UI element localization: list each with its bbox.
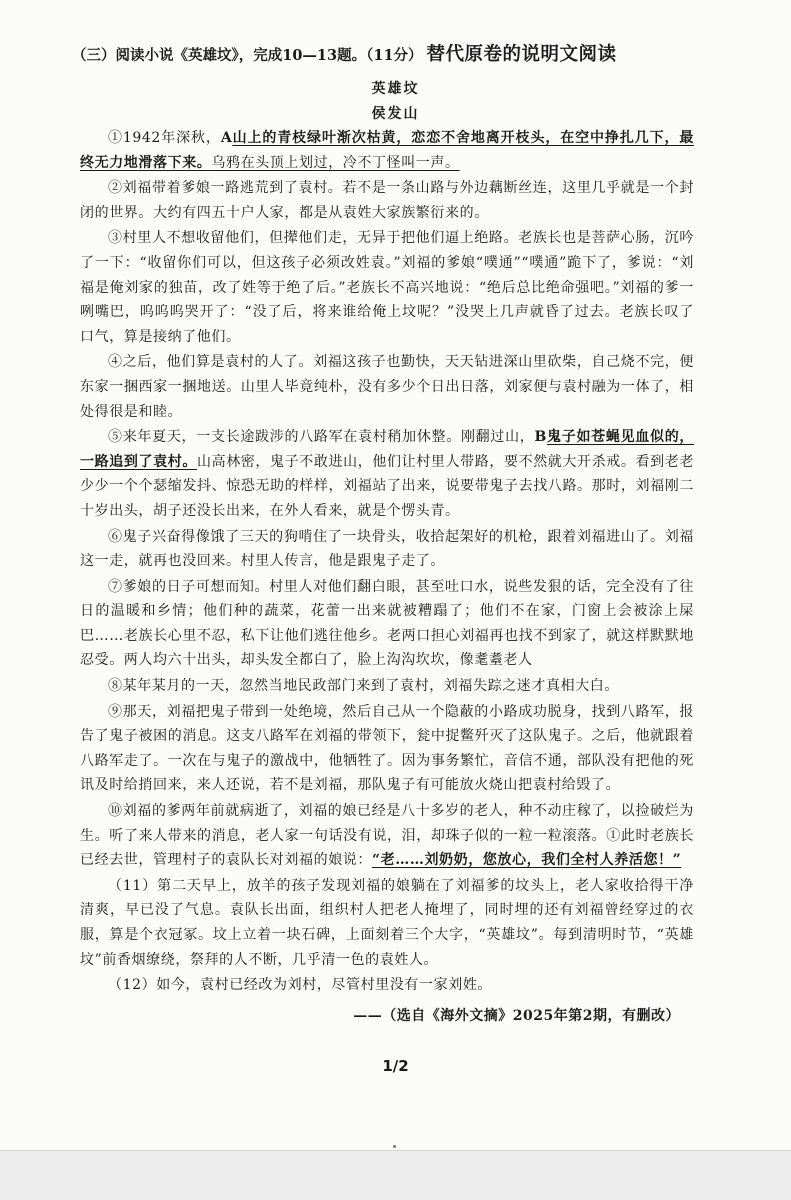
scan-speck xyxy=(393,1145,396,1148)
paragraph-1 xyxy=(80,126,694,175)
story-title: 英雄坟 xyxy=(371,81,420,97)
paragraph-number: ① xyxy=(108,130,123,146)
paragraph-text: ⑩刘福的爹两年前就病逝了，刘福的娘已经是八十多岁的老人，种不动庄稼了，以捡破烂为生。听了来人带来的消息，老人家一句话没有说，泪，却珠子似的一粒一粒滚落。①此时老族长已经去世，管理村子的袁队长对刘福的娘说： xyxy=(80,803,694,869)
paragraph-3: ③村里人不想收留他们，但撵他们走，无异于把他们逼上绝路。老族长也是菩萨心肠，沉吟了一下：“收留你们可以，但这孩子必须改姓袁。”刘福的爹娘“噗通”“噗通”跪下了，爹说：“刘福是俺刘家的独苗，改了姓等于绝了后。”老族长不高兴地说：“绝后总比绝命强吧。”刘福的爹一咧嘴巴，呜呜呜哭开了：“没了后，将来谁给俺上坟呢？”没哭上几声就昏了过去。老族长叹了口气，算是接纳了他们。 xyxy=(80,230,694,345)
marker-b: B xyxy=(534,429,547,446)
paragraph-7: ⑦爹娘的日子可想而知。村里人对他们翻白眼，甚至吐口水，说些发狠的话，完全没有了往日的温暖和乡情；他们种的蔬菜，花蕾一出来就被糟蹋了；他们不在家，门窗上会被涂上屎巴……老族长心里不忍，私下让他们逃往他乡。老两口担心刘福再也找不到家了，就这样默默地忍受。两人均六十出头，却头发全都白了，脸上沟沟坎坎，像耄耋老人 xyxy=(80,578,694,669)
paragraph-11: （11）第二天早上，放羊的孩子发现刘福的娘躺在了刘福爹的坟头上，老人家收拾得干净清爽，早已没了气息。袁队长出面，组织村人把老人掩埋了，同时埋的还有刘福曾经穿过的衣服，算是个衣冠冢。坟上立着一块石碑，上面刻着三个大字，“英雄坟”。每到清明时节，“英雄坟”前香烟缭绕，祭拜的人不断，几乎清一色的袁姓人。 xyxy=(80,877,694,968)
paragraph-text: 乌鸦在头顶上划过，冷不丁怪叫一声。 xyxy=(211,154,460,171)
underlined-sentence-b: 鬼子如苍蝇见血似的，一路追到了袁村。 xyxy=(80,429,695,470)
question-instruction: （三）阅读小说《英雄坟》，完成10—13题。（11分） xyxy=(72,47,423,64)
paragraph-4: ④之后，他们算是袁村的人了。刘福这孩子也勤快，天天钻进深山里砍柴，自己烧不完，便东家一捆西家一捆地送。山里人毕竟纯朴，没有多少个日出日落，刘家便与袁村融为一体了，相处得很是和睦。 xyxy=(80,354,694,420)
story-body xyxy=(80,126,694,999)
paragraph-5 xyxy=(80,425,694,523)
question-header xyxy=(72,40,772,72)
story-author: 侯发山 xyxy=(371,106,420,122)
paragraph-12: （12）如今，袁村已经改为刘村，尽管村里没有一家刘姓。 xyxy=(108,977,493,994)
paragraph-text: 山高林密，鬼子不敢进山，他们让村里人带路，要不然就大开杀戒。看到老老少少一个个瑟缩发抖、惊恐无助的样样，刘福站了出来，说要带鬼子去找八路。那时，刘福刚二十岁出头，胡子还没长出来，在外人看来，就是个愣头青。 xyxy=(80,453,694,519)
paragraph-text: 1942年深秋， xyxy=(122,130,221,146)
underlined-quote: “老……刘奶奶，您放心，我们全村人养活您！” xyxy=(372,852,682,869)
page-number: 1/2 xyxy=(382,1057,409,1075)
source-citation: ——（选自《海外文摘》2025年第2期，有删改） xyxy=(353,1008,680,1024)
underlined-sentence-a: 山上的青枝绿叶渐次枯黄，恋恋不舍地离开枝头，在空中挣扎几下，最终无力地滑落下来。 xyxy=(80,130,694,171)
paragraph-6: ⑥鬼子兴奋得像饿了三天的狗啃住了一块骨头，收拾起架好的机枪，跟着刘福进山了。刘福这一走，就再也没回来。村里人传言，他是跟鬼子走了。 xyxy=(80,528,694,570)
paragraph-9: ⑨那天，刘福把鬼子带到一处绝境，然后自己从一个隐蔽的小路成功脱身，找到八路军，报告了鬼子被困的消息。这支八路军在刘福的带领下，瓮中捉鳖歼灭了这队鬼子。之后，他就跟着八路军走了。一次在与鬼子的激战中，他牺牲了。因为事务繁忙，音信不通，部队没有把他的死讯及时给捎回来，来人还说，若不是刘福，那队鬼子有可能放火烧山把袁村给毁了。 xyxy=(80,703,694,794)
paragraph-10 xyxy=(80,799,694,873)
viewer-bottom-bar xyxy=(0,1150,791,1200)
paragraph-2: ②刘福带着爹娘一路逃荒到了袁村。若不是一条山路与外边藕断丝连，这里几乎就是一个封闭的世界。大约有四五十户人家，都是从袁姓大家族繁衍来的。 xyxy=(80,180,694,221)
paragraph-text: ⑤来年夏天，一支长途跋涉的八路军在袁村稍加休整。刚翻过山， xyxy=(108,429,535,446)
paragraph-8: ⑧某年某月的一天，忽然当地民政部门来到了袁村，刘福失踪之迷才真相大白。 xyxy=(108,678,619,695)
marker-a: A xyxy=(220,130,233,146)
handwritten-note: 替代原卷的说明文阅读 xyxy=(426,44,617,65)
